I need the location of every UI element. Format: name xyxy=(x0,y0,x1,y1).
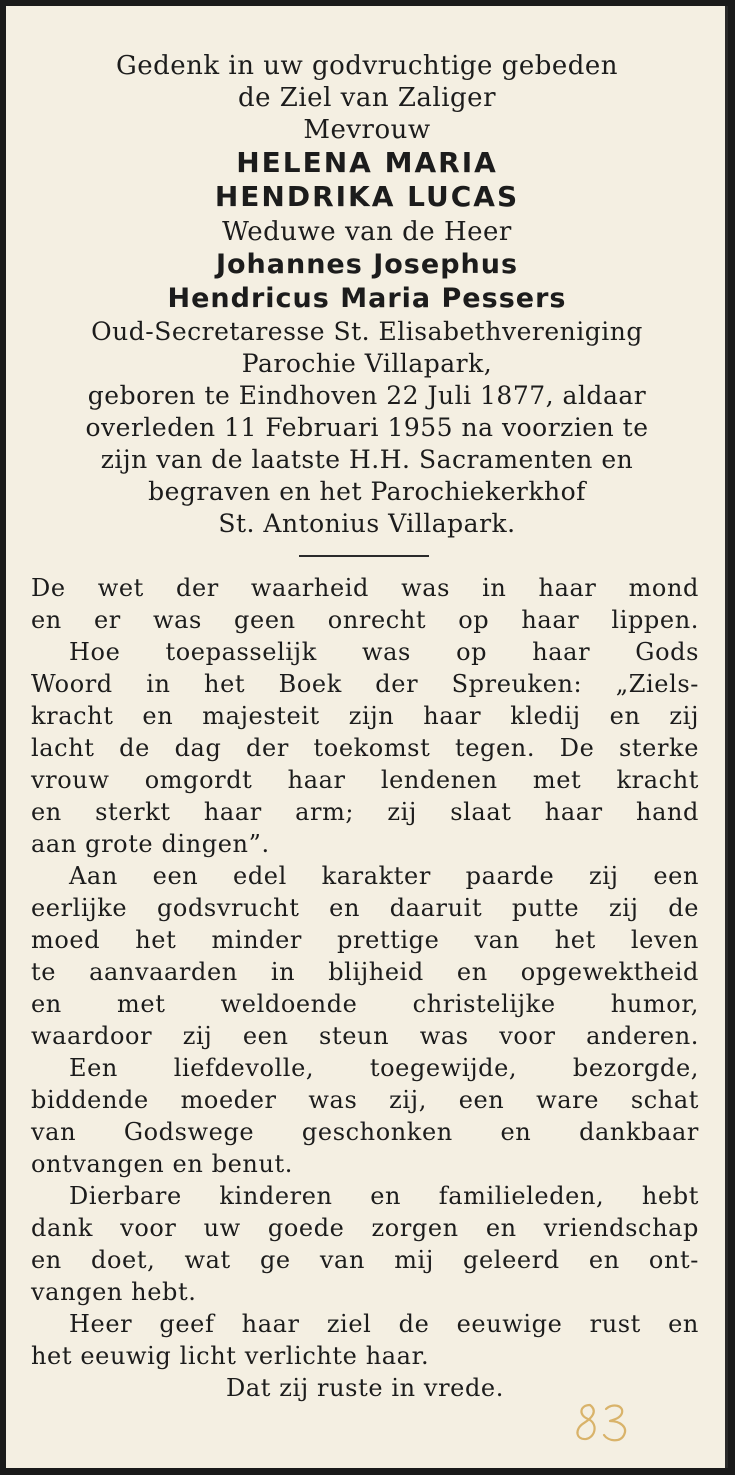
text-line: Woord in het Boek der Spreuken: „Ziels- xyxy=(31,670,699,698)
memorial-text xyxy=(31,572,699,1404)
text-line: ontvangen en benut. xyxy=(31,1150,293,1178)
detail-line: St. Antonius Villapark. xyxy=(218,509,516,538)
text-line: biddende moeder was zij, een ware schat xyxy=(31,1086,699,1114)
husband-name-line: Hendricus Maria Pessers xyxy=(167,283,567,314)
text-line: moed het minder prettige van het leven xyxy=(31,926,699,954)
text-line: en doet, wat ge van mij geleerd en ont- xyxy=(31,1246,699,1274)
text-line: en met weldoende christelijke humor, xyxy=(31,990,699,1018)
deceased-name xyxy=(6,146,728,214)
deceased-name-line: HENDRIKA LUCAS xyxy=(214,180,520,213)
text-line: van Godswege geschonken en dankbaar xyxy=(31,1118,699,1146)
detail-line: Parochie Villapark, xyxy=(241,349,493,378)
widow-of-label: Weduwe van de Heer xyxy=(222,217,512,247)
detail-line: Oud-Secretaresse St. Elisabethvereniging xyxy=(91,317,643,346)
text-line: en er was geen onrecht op haar lippen. xyxy=(31,606,699,634)
text-line: te aanvaarden in blijheid en opgewektheid xyxy=(31,958,699,986)
text-line: het eeuwig licht verlichte haar. xyxy=(31,1342,430,1370)
text-line: dank voor uw goede zorgen en vriendschap xyxy=(31,1214,699,1242)
header-line: de Ziel van Zaliger xyxy=(238,83,496,113)
memorial-card xyxy=(6,6,728,1468)
text-line: Een liefdevolle, toegewijde, bezorgde, xyxy=(69,1054,699,1082)
text-line: Hoe toepasselijk was op haar Gods xyxy=(69,638,699,666)
detail-line: overleden 11 Februari 1955 na voorzien te xyxy=(85,413,649,442)
text-line: De wet der waarheid was in haar mond xyxy=(31,574,699,602)
detail-line: begraven en het Parochiekerkhof xyxy=(148,477,586,506)
deceased-name-line: HELENA MARIA xyxy=(236,146,498,179)
header-line: Mevrouw xyxy=(303,115,431,145)
text-line: kracht en majesteit zijn haar kledij en zij xyxy=(31,702,699,730)
closing-line: Dat zij ruste in vrede. xyxy=(226,1374,504,1402)
divider-rule xyxy=(299,555,429,557)
text-line: waardoor zij een steun was voor anderen. xyxy=(31,1022,699,1050)
biographical-details xyxy=(6,316,728,540)
detail-line: geboren te Eindhoven 22 Juli 1877, aldaar xyxy=(87,381,647,410)
text-line: vangen hebt. xyxy=(31,1278,197,1306)
text-line: Dierbare kinderen en familieleden, hebt xyxy=(69,1182,699,1210)
text-line: eerlijke godsvrucht en daaruit putte zij de xyxy=(31,894,699,922)
text-line: vrouw omgordt haar lendenen met kracht xyxy=(31,766,699,794)
text-line: Heer geef haar ziel de eeuwige rust en xyxy=(69,1310,699,1338)
husband-name-line: Johannes Josephus xyxy=(215,249,519,280)
text-line: aan grote dingen”. xyxy=(31,830,270,858)
header-lines xyxy=(6,50,728,146)
handwritten-number-83 xyxy=(572,1399,638,1445)
text-line: Aan een edel karakter paarde zij een xyxy=(69,862,699,890)
header-line: Gedenk in uw godvruchtige gebeden xyxy=(115,51,619,81)
text-line: lacht de dag der toekomst tegen. De sterke xyxy=(31,734,699,762)
text-line: en sterkt haar arm; zij slaat haar hand xyxy=(31,798,699,826)
husband-name xyxy=(6,248,728,316)
detail-line: zijn van de laatste H.H. Sacramenten en xyxy=(100,445,634,474)
